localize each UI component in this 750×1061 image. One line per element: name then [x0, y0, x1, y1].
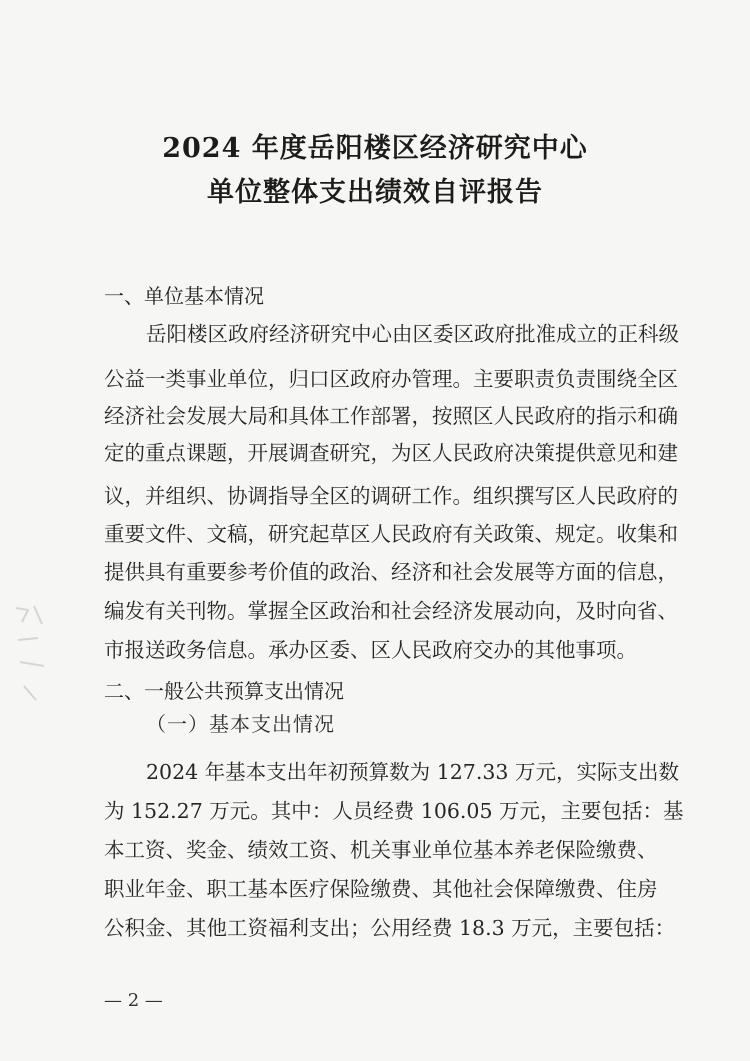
report-title-line1: 2024 年度岳阳楼区经济研究中心: [162, 133, 588, 164]
paragraph-line: 提供具有重要参考价值的政治、经济和社会发展等方面的信息，: [104, 560, 678, 584]
paragraph-line: 岳阳楼区政府经济研究中心由区委区政府批准成立的正科级: [146, 322, 679, 346]
section1-heading: 一、单位基本情况: [104, 284, 264, 308]
paragraph-line: 公益一类事业单位，归口区政府办管理。主要职责负责围绕全区: [104, 367, 678, 391]
paragraph-line: 议，并组织、协调指导全区的调研工作。组织撰写区人民政府的: [104, 484, 678, 508]
paragraph-line: 市报送政务信息。承办区委、区人民政府交办的其他事项。: [104, 638, 637, 662]
paragraph-line: 公积金、其他工资福利支出；公用经费 18.3 万元，主要包括：: [104, 916, 676, 940]
paragraph-line: 2024 年基本支出年初预算数为 127.33 万元，实际支出数: [146, 760, 679, 784]
report-title-line2: 单位整体支出绩效自评报告: [207, 177, 543, 208]
paragraph-line: 编发有关刊物。掌握全区政治和社会经济发展动向，及时向省、: [104, 599, 678, 623]
paragraph-line: 定的重点课题，开展调查研究，为区人民政府决策提供意见和建: [104, 441, 678, 465]
paragraph-line: 本工资、奖金、绩效工资、机关事业单位基本养老保险缴费、: [104, 838, 658, 862]
section2-subheading: （一）基本支出情况: [146, 712, 335, 736]
paragraph-line: 为 152.27 万元。其中：人员经费 106.05 万元，主要包括：基: [104, 799, 684, 823]
paragraph-line: 重要文件、文稿，研究起草区人民政府有关政策、规定。收集和: [104, 522, 678, 546]
bleed-through-marks: [8, 600, 68, 710]
page-number: — 2 —: [104, 990, 163, 1011]
section2-heading: 二、一般公共预算支出情况: [104, 679, 344, 703]
paragraph-line: 职业年金、职工基本医疗保险缴费、其他社会保障缴费、住房: [104, 877, 658, 901]
paragraph-line: 经济社会发展大局和具体工作部署，按照区人民政府的指示和确: [104, 404, 678, 428]
